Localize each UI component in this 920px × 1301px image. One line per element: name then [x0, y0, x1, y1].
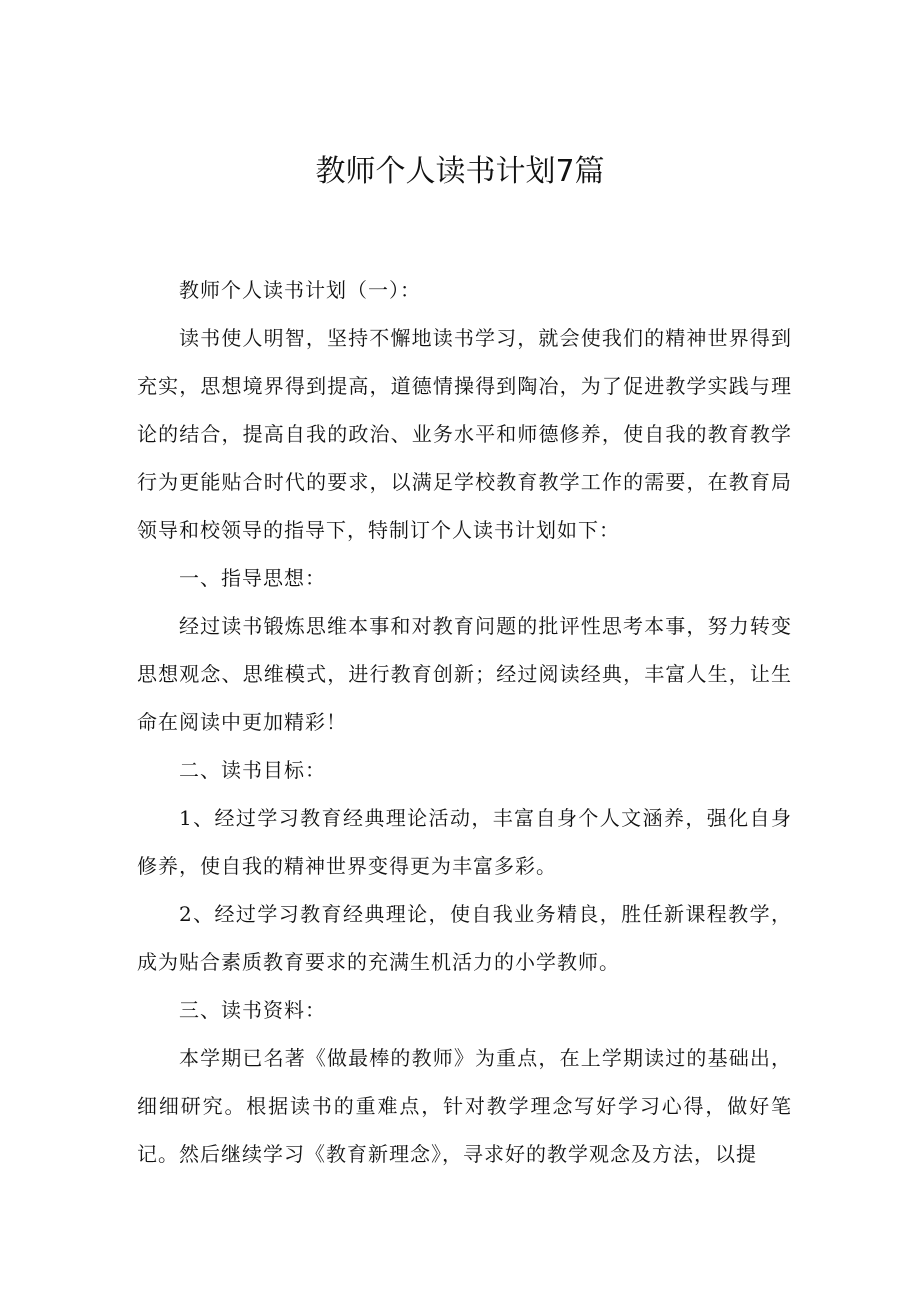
heading-reading-goals: 二、读书目标：: [179, 758, 326, 782]
document-body: [137, 266, 792, 1178]
reading-goal-2: 2、经过学习教育经典理论，使自我业务精良，胜任新课程教学，成为贴合素质教育要求的充满生机活力的小学教师。: [137, 902, 792, 974]
reading-goal-1: 1、经过学习教育经典理论活动，丰富自身个人文涵养，强化自身修养，使自我的精神世界变得更为丰富多彩。: [137, 806, 792, 878]
reading-materials-paragraph: 本学期已名著《做最棒的教师》为重点，在上学期读过的基础出，细细研究。根据读书的重难点，针对教学理念写好学习心得，做好笔记。然后继续学习《教育新理念》，寻求好的教学观念及方法，以提: [137, 1046, 792, 1166]
intro-paragraph: 读书使人明智，坚持不懈地读书学习，就会使我们的精神世界得到充实，思想境界得到提高，道德情操得到陶冶，为了促进教学实践与理论的结合，提高自我的政治、业务水平和师德修养，使自我的教育教学行为更能贴合时代的要求，以满足学校教育教学工作的需要，在教育局领导和校领导的指导下，特制订个人读书计划如下：: [137, 326, 792, 542]
heading-reading-materials: 三、读书资料：: [179, 998, 326, 1022]
heading-guiding-thought: 一、指导思想：: [179, 566, 326, 590]
section-heading: 教师个人读书计划（一）：: [179, 278, 421, 302]
document-title: 教师个人读书计划7篇: [315, 154, 605, 189]
guiding-thought-paragraph: 经过读书锻炼思维本事和对教育问题的批评性思考本事，努力转变思想观念、思维模式，进行教育创新；经过阅读经典，丰富人生，让生命在阅读中更加精彩！: [137, 614, 792, 734]
